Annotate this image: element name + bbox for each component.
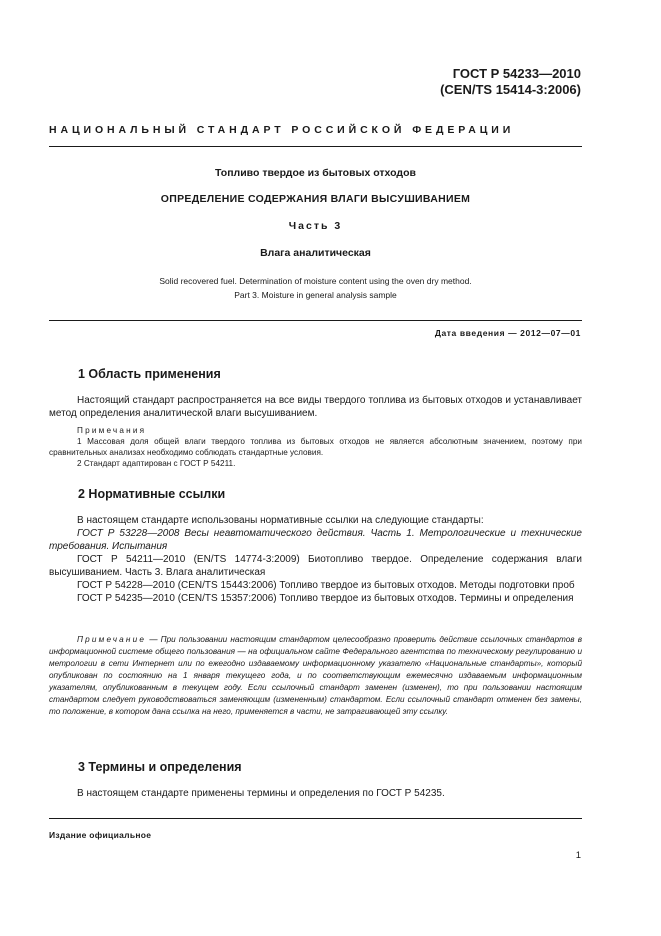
section1-note2: 2 Стандарт адаптирован с ГОСТ Р 54211. xyxy=(77,459,236,468)
section1-notes xyxy=(49,425,582,469)
part-title: Влага аналитическая xyxy=(260,247,371,259)
introduction-date: Дата введения — 2012—07—01 xyxy=(434,328,581,338)
english-title-line2: Part 3. Moisture in general analysis sample xyxy=(234,290,397,300)
gost-code-block xyxy=(440,66,581,98)
section3-text: В настоящем стандарте применены термины и определения по ГОСТ Р 54235. xyxy=(77,788,445,799)
cen-number: (CEN/TS 15414-3:2006) xyxy=(440,82,581,97)
national-standard-banner: НАЦИОНАЛЬНЫЙ СТАНДАРТ РОССИЙСКОЙ ФЕДЕРАЦИИ xyxy=(49,124,515,136)
section1-text: Настоящий стандарт распространяется на все виды твердого топлива из бытовых отходов и устанавливает метод определения аналитической влаги высушиванием. xyxy=(49,395,582,419)
top-divider xyxy=(49,146,582,147)
section1-note-label: Примечания xyxy=(77,426,147,435)
section2-note: Примечание — При пользовании настоящим стандартом целесообразно проверить действие ссылочных стандартов в информационной системе общего пользования — на официальном сайте Федерального агентства по техническому регулированию и метрологии в сети Интернет или по ежегодно издаваемому информационному указателю «Национальные стандарты», который опубликован по состоянию на 1 января текущего года, и по соответствующим ежемесячно издаваемым информационным указателям, опубликованным в текущем году. Если ссылочный стандарт заменен (изменен), то при пользовании настоящим стандартом следует руководствоваться заменяющим (измененным) стандартом. Если ссылочный стандарт отменен без замены, то положение, в котором дана ссылка на него, применяется в части, не затрагивающей эту ссылку. xyxy=(49,635,582,716)
english-title-line1: Solid recovered fuel. Determination of moisture content using the oven dry method. xyxy=(159,276,472,286)
footer-divider xyxy=(49,818,582,819)
section1-note1: 1 Массовая доля общей влаги твердого топлива из бытовых отходов не является абсолютным значением, поэтому при сравнительных анализах необходимо соблюдать стандартные условия. xyxy=(49,437,582,457)
gost-number: ГОСТ Р 54233—2010 xyxy=(452,66,581,81)
section2-heading: 2 Нормативные ссылки xyxy=(78,487,226,501)
title-line1: Топливо твердое из бытовых отходов xyxy=(215,167,416,179)
part-number: Часть 3 xyxy=(288,220,343,232)
title-divider xyxy=(49,320,582,321)
reference-gost-53228: ГОСТ Р 53228—2008 Весы неавтоматического действия. Часть 1. Метрологические и технические требования. Испытания xyxy=(49,528,582,552)
section1-heading: 1 Область применения xyxy=(78,367,221,381)
title-line2: ОПРЕДЕЛЕНИЕ СОДЕРЖАНИЯ ВЛАГИ ВЫСУШИВАНИЕМ xyxy=(160,193,471,205)
page-number: 1 xyxy=(575,850,581,861)
section2-references xyxy=(49,514,582,605)
section2-intro: В настоящем стандарте использованы нормативные ссылки на следующие стандарты: xyxy=(77,515,484,526)
section3-heading: 3 Термины и определения xyxy=(78,760,242,774)
reference-gost-54235: ГОСТ Р 54235—2010 (CEN/TS 15357:2006) Топливо твердое из бытовых отходов. Термины и определения xyxy=(77,593,574,604)
reference-gost-54228: ГОСТ Р 54228—2010 (CEN/TS 15443:2006) Топливо твердое из бытовых отходов. Методы подготовки проб xyxy=(77,580,575,591)
official-edition-label: Издание официальное xyxy=(49,830,152,840)
reference-gost-54211: ГОСТ Р 54211—2010 (EN/TS 14774-3:2009) Биотопливо твердое. Определение содержания влаги высушиванием. Часть 3. Влага аналитическая xyxy=(49,554,582,578)
